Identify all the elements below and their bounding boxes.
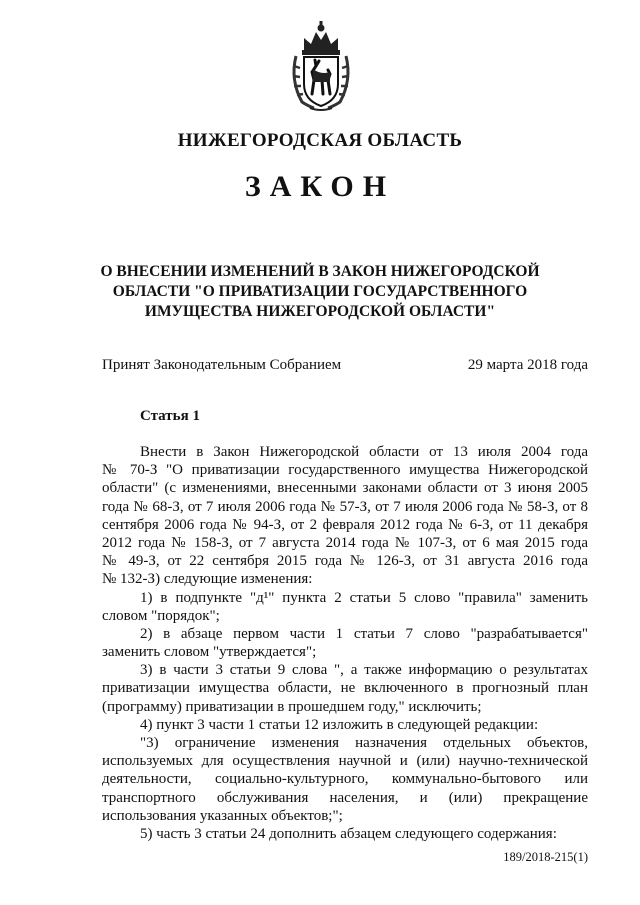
- body-line: 5) часть 3 статьи 24 дополнить абзацем следующего содержания:: [140, 825, 557, 842]
- document-registration-code: 189/2018-215(1): [503, 850, 588, 864]
- body-line: словом "порядок";: [102, 607, 220, 624]
- article-heading: Статья 1: [140, 408, 200, 424]
- document-title-line: О ВНЕСЕНИИ ИЗМЕНЕНИЙ В ЗАКОН НИЖЕГОРОДСКОЙ: [100, 263, 540, 280]
- document-type: ЗАКОН: [244, 170, 396, 203]
- body-line: 2) в абзаце первом части 1 статьи 7 слово "разрабатывается": [140, 625, 588, 642]
- body-line: 4) пункт 3 части 1 статьи 12 изложить в следующей редакции:: [140, 716, 539, 733]
- body-line: 1) в подпункте "д¹" пункта 2 статьи 5 слово "правила" заменить: [140, 589, 588, 606]
- document-title-line: ОБЛАСТИ "О ПРИВАТИЗАЦИИ ГОСУДАРСТВЕННОГО: [112, 283, 528, 300]
- region-name: НИЖЕГОРОДСКАЯ ОБЛАСТЬ: [177, 130, 463, 151]
- adoption-date: 29 марта 2018 года: [467, 357, 588, 373]
- body-line: заменить словом "утверждается";: [102, 644, 317, 661]
- document-title-line: ИМУЩЕСТВА НИЖЕГОРОДСКОЙ ОБЛАСТИ": [144, 303, 496, 320]
- body-line: деятельности, социально-культурного, коммунально-бытового или: [102, 771, 588, 788]
- body-line: № 132-З) следующие изменения:: [102, 571, 313, 588]
- article-body: [102, 443, 588, 843]
- body-line: года № 68-З, от 7 июля 2006 года № 57-З, от 7 июля 2006 года № 58-З, от 8: [102, 498, 588, 515]
- body-line: № 70-З "О приватизации государственного имущества Нижегородской: [102, 462, 588, 479]
- body-line: используемых для осуществления научной и (или) научно-технической: [102, 753, 588, 770]
- body-line: № 49-З, от 22 сентября 2015 года № 126-З, от 31 августа 2016 года: [102, 553, 588, 570]
- body-line: Внести в Закон Нижегородской области от 13 июля 2004 года: [140, 444, 588, 460]
- body-line: области" (с изменениями, внесенными законами области от 3 июня 2005: [102, 480, 588, 497]
- body-line: 3) в части 3 статьи 9 слова ", а также информацию о результатах: [140, 662, 588, 679]
- body-line: транспортного обслуживания населения, и (или) прекращение: [102, 789, 588, 806]
- body-line: использования указанных объектов;";: [102, 807, 343, 824]
- coat-of-arms-emblem: [288, 20, 354, 112]
- body-line: 2012 года № 158-З, от 7 августа 2014 года № 107-З, от 6 мая 2015 года: [102, 534, 588, 551]
- body-line: приватизации имущества области, не включенного в прогнозный план: [102, 680, 588, 697]
- document-title: [90, 262, 550, 322]
- body-line: (программу) приватизации в прошедшем году," исключить;: [102, 698, 482, 715]
- body-line: сентября 2006 года № 94-З, от 2 февраля 2012 года № 6-З, от 11 декабря: [102, 516, 588, 533]
- adopted-by: Принят Законодательным Собранием: [102, 357, 342, 373]
- body-line: "3) ограничение изменения назначения отдельных объектов,: [140, 735, 588, 751]
